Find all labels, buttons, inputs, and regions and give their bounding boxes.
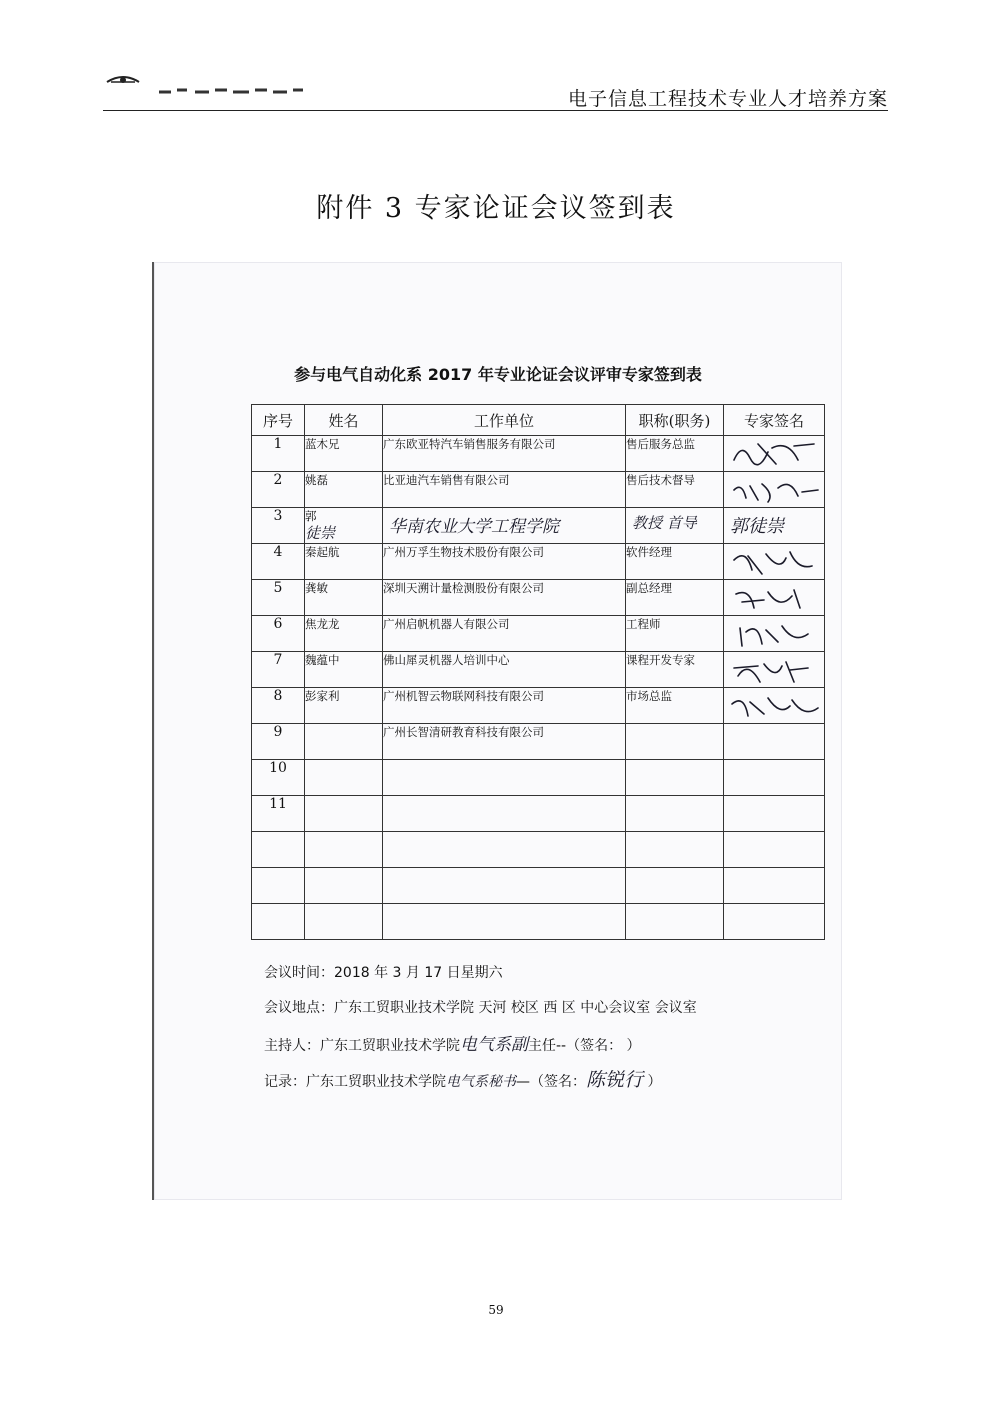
handwritten-org: 华南农业大学工程学院 [389,517,559,537]
table-row [252,868,825,904]
work-unit [383,832,626,868]
expert-name [305,760,383,796]
school-logo-icon [103,72,323,98]
recorder-mid: —（签名： [516,1074,586,1090]
row-number: 11 [252,796,305,832]
expert-name [305,724,383,760]
job-title: 软件经理 [626,544,724,580]
expert-signature [724,544,825,580]
job-title [626,868,724,904]
row-number: 6 [252,616,305,652]
row-number [252,832,305,868]
host-handwriting: 电气系副 [460,1035,528,1055]
expert-signature [724,724,825,760]
job-title: 副总经理 [626,580,724,616]
row-number: 10 [252,760,305,796]
table-row [252,796,825,832]
work-unit: 广州机智云物联网科技有限公司 [383,688,626,724]
job-title [626,796,724,832]
job-title [626,904,724,940]
table-row [252,724,825,760]
row-number: 1 [252,436,305,472]
table-row [252,580,825,616]
job-title [626,760,724,796]
host-prefix: 主持人：广东工贸职业技术学院 [264,1038,460,1054]
handwritten-signature-icon [728,546,820,578]
work-unit: 广州启帆机器人有限公司 [383,616,626,652]
work-unit [383,508,626,544]
scanned-sign-in-sheet [152,262,842,1200]
work-unit: 广州万孚生物技术股份有限公司 [383,544,626,580]
work-unit [383,868,626,904]
work-unit: 比亚迪汽车销售有限公司 [383,472,626,508]
work-unit [383,760,626,796]
work-unit: 广州长智清研教育科技有限公司 [383,724,626,760]
row-number: 7 [252,652,305,688]
expert-name [305,868,383,904]
expert-signature [724,760,825,796]
expert-name: 蓝木兄 [305,436,383,472]
row-number: 3 [252,508,305,544]
expert-name: 彭家利 [305,688,383,724]
header-title: 电子信息工程技术专业人才培养方案 [567,88,888,110]
expert-signature [724,616,825,652]
expert-signature [724,472,825,508]
handwritten-signature: 郭徒崇 [730,516,784,537]
table-row [252,472,825,508]
table-row [252,904,825,940]
row-number: 9 [252,724,305,760]
column-header: 职称(职务) [626,405,724,436]
table-header-row [252,405,825,436]
handwritten-name: 徒崇 [305,524,336,542]
page-number: 59 [488,1303,504,1317]
expert-name: 姚磊 [305,472,383,508]
job-title: 课程开发专家 [626,652,724,688]
job-title: 工程师 [626,616,724,652]
row-number [252,904,305,940]
handwritten-signature-icon [728,690,820,722]
handwritten-title: 教授 首导 [632,514,697,532]
work-unit: 广东欧亚特汽车销售服务有限公司 [383,436,626,472]
table-row [252,616,825,652]
meeting-place: 会议地点：广东工贸职业技术学院 天河 校区 西 区 中心会议室 会议室 [264,1000,697,1016]
job-title [626,508,724,544]
work-unit: 佛山犀灵机器人培训中心 [383,652,626,688]
document-title: 附件 3 专家论证会议签到表 [316,193,676,224]
expert-signature [724,508,825,544]
expert-signature [724,796,825,832]
column-header: 姓名 [305,405,383,436]
table-row [252,652,825,688]
host-suffix: 主任--（签名： ） [528,1038,641,1054]
row-number [252,868,305,904]
recorder-handwriting: 电气系秘书 [446,1074,516,1090]
handwritten-signature-icon [728,654,820,686]
table-row [252,760,825,796]
sign-in-table [251,404,825,940]
row-number: 8 [252,688,305,724]
expert-name: 郭 徒崇 [305,508,383,544]
recorder-signature: 陈锐行 [586,1069,644,1091]
job-title: 市场总监 [626,688,724,724]
expert-signature [724,580,825,616]
job-title: 售后技术督导 [626,472,724,508]
meeting-recorder [264,1065,661,1092]
expert-name: 焦龙龙 [305,616,383,652]
page-header [103,70,888,111]
handwritten-signature-icon [728,438,820,470]
expert-name: 秦起航 [305,544,383,580]
work-unit [383,904,626,940]
column-header: 专家签名 [724,405,825,436]
expert-name: 魏蕴中 [305,652,383,688]
expert-signature [724,652,825,688]
handwritten-signature-icon [728,582,820,614]
expert-signature [724,904,825,940]
row-number: 5 [252,580,305,616]
table-row [252,544,825,580]
job-title [626,832,724,868]
expert-name [305,796,383,832]
row-number: 4 [252,544,305,580]
meeting-host [264,1030,641,1055]
expert-signature [724,688,825,724]
form-title: 参与电气自动化系 2017 年专业论证会议评审专家签到表 [294,365,702,384]
job-title [626,724,724,760]
work-unit: 深圳天溯计量检测股份有限公司 [383,580,626,616]
recorder-prefix: 记录：广东工贸职业技术学院 [264,1074,446,1090]
column-header: 工作单位 [383,405,626,436]
table-row [252,688,825,724]
job-title: 售后服务总监 [626,436,724,472]
recorder-end: ） [643,1074,662,1090]
handwritten-signature-icon [728,474,820,506]
expert-name [305,832,383,868]
expert-name [305,904,383,940]
table-row [252,832,825,868]
expert-name: 龚敏 [305,580,383,616]
table-row [252,508,825,544]
row-number: 2 [252,472,305,508]
expert-signature [724,832,825,868]
handwritten-signature-icon [728,618,820,650]
meeting-time: 会议时间：2018 年 3 月 17 日星期六 [264,965,503,981]
expert-signature [724,436,825,472]
expert-signature [724,868,825,904]
work-unit [383,796,626,832]
table-row [252,436,825,472]
column-header: 序号 [252,405,305,436]
